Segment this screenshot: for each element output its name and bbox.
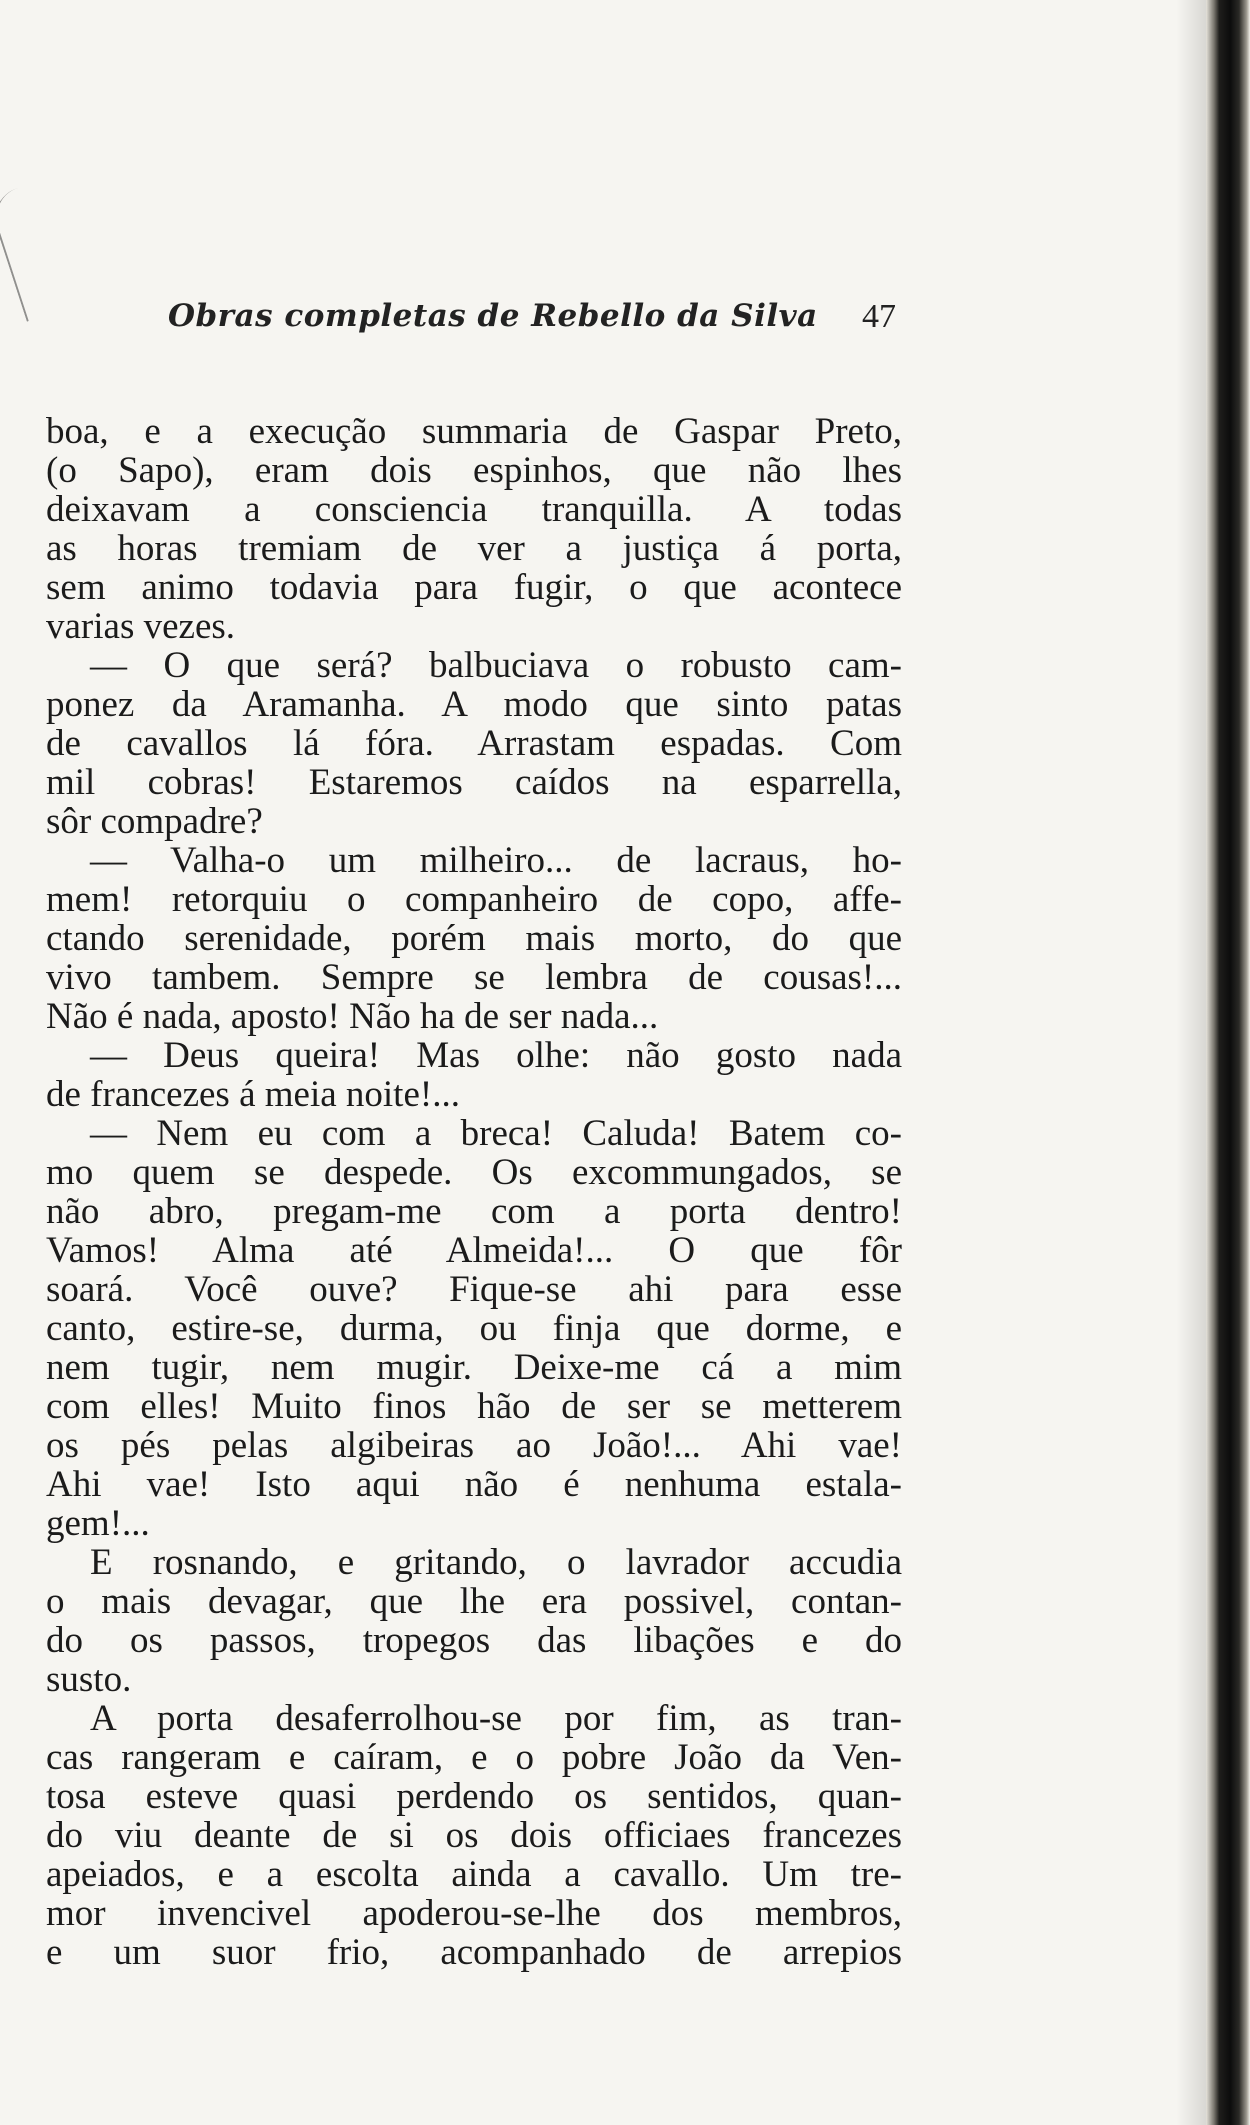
- text-line: — Nem eu com a breca! Caluda! Batem co-: [90, 1113, 902, 1154]
- page-gutter-shadow: [1176, 0, 1206, 2125]
- text-line: boa, e a execução summaria de Gaspar Preto,: [46, 411, 902, 452]
- body-text: [46, 412, 902, 1972]
- text-line: mil cobras! Estaremos caídos na esparrella,: [46, 762, 902, 803]
- text-line: com elles! Muito finos hão de ser se metterem: [46, 1386, 902, 1427]
- text-line: — O que será? balbuciava o robusto cam-: [90, 645, 902, 686]
- text-line: apeiados, e a escolta ainda a cavallo. Um tre-: [46, 1854, 902, 1895]
- text-line: Ahi vae! Isto aqui não é nenhuma estala-: [46, 1464, 902, 1505]
- text-line: Não é nada, aposto! Não ha de ser nada...: [46, 996, 659, 1037]
- text-line: Vamos! Alma até Almeida!... O que fôr: [46, 1230, 902, 1271]
- text-line: o mais devagar, que lhe era possivel, contan-: [46, 1581, 902, 1622]
- text-line: tosa esteve quasi perdendo os sentidos, quan-: [46, 1776, 902, 1817]
- text-line: soará. Você ouve? Fique-se ahi para esse: [46, 1269, 902, 1310]
- page-number: 47: [862, 298, 896, 335]
- text-line: sem animo todavia para fugir, o que acontece: [46, 567, 902, 608]
- page-binding-edge: [1206, 0, 1250, 2125]
- text-line: — Deus queira! Mas olhe: não gosto nada: [90, 1035, 902, 1076]
- text-line: varias vezes.: [46, 606, 236, 647]
- text-line: mem! retorquiu o companheiro de copo, affe-: [46, 879, 902, 920]
- text-line: canto, estire-se, durma, ou finja que dorme, e: [46, 1308, 902, 1349]
- text-line: vivo tambem. Sempre se lembra de cousas!...: [46, 957, 902, 998]
- text-line: de francezes á meia noite!...: [46, 1074, 460, 1115]
- text-line: não abro, pregam-me com a porta dentro!: [46, 1191, 902, 1232]
- text-line: os pés pelas algibeiras ao João!... Ahi vae!: [46, 1425, 902, 1466]
- text-line: cas rangeram e caíram, e o pobre João da Ven-: [46, 1737, 902, 1778]
- scan-mark: [0, 188, 57, 322]
- text-line: do os passos, tropegos das libações e do: [46, 1620, 902, 1661]
- text-line: nem tugir, nem mugir. Deixe-me cá a mim: [46, 1347, 902, 1388]
- running-title: Obras completas de Rebello da Silva: [168, 298, 818, 334]
- text-line: susto.: [46, 1659, 132, 1700]
- text-line: (o Sapo), eram dois espinhos, que não lhes: [46, 450, 902, 491]
- text-line: e um suor frio, acompanhado de arrepios: [46, 1932, 902, 1973]
- text-line: mo quem se despede. Os excommungados, se: [46, 1152, 902, 1193]
- text-line: ctando serenidade, porém mais morto, do que: [46, 918, 902, 959]
- text-line: do viu deante de si os dois officiaes francezes: [46, 1815, 902, 1856]
- text-line: de cavallos lá fóra. Arrastam espadas. Com: [46, 723, 902, 764]
- text-line: — Valha-o um milheiro... de lacraus, ho-: [90, 840, 902, 881]
- running-head: [168, 298, 896, 342]
- text-line: sôr compadre?: [46, 801, 263, 842]
- text-line: deixavam a consciencia tranquilla. A todas: [46, 489, 902, 530]
- text-line: A porta desaferrolhou-se por fim, as tran-: [90, 1698, 902, 1739]
- text-line: mor invencivel apoderou-se-lhe dos membros,: [46, 1893, 902, 1934]
- text-line: as horas tremiam de ver a justiça á porta,: [46, 528, 902, 569]
- text-line: gem!...: [46, 1503, 150, 1544]
- text-line: ponez da Aramanha. A modo que sinto patas: [46, 684, 902, 725]
- text-line: E rosnando, e gritando, o lavrador accudia: [90, 1542, 902, 1583]
